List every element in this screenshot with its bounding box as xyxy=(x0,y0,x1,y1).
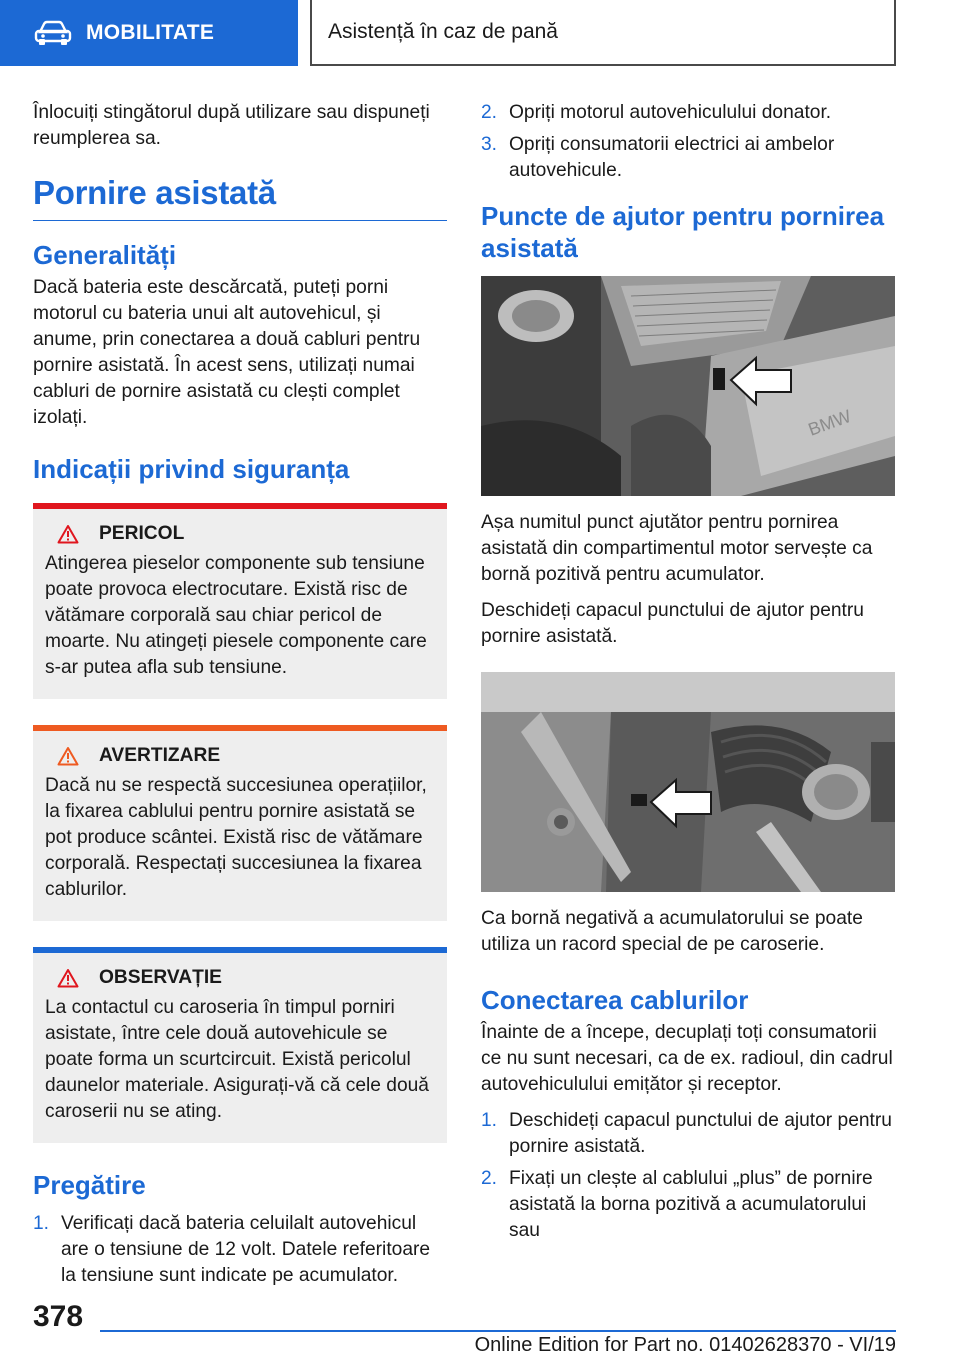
safety-heading: Indicații privind siguranța xyxy=(33,454,350,484)
footer-divider xyxy=(100,1330,896,1332)
general-paragraph: Dacă bateria este descărcată, puteți porni motorul cu bateria unui alt autovehicul, și anume, prin conectarea a două cabluri pentru pornire asistată. În acest sens, utilizați numai cabluri de pornire asistată cu clești complet izolați. xyxy=(33,277,421,428)
steps-top xyxy=(481,100,895,184)
points-heading: Puncte de ajutor pentru pornirea asistată xyxy=(481,201,885,263)
warning-label: AVERTIZARE xyxy=(99,745,221,766)
photo2-caption: Ca bornă negativă a acumulatorului se poate utiliza un racord special de pe caroserie. xyxy=(481,908,863,955)
page-number: 378 xyxy=(33,1300,84,1333)
danger-bar xyxy=(33,503,447,509)
prep-steps xyxy=(33,1211,447,1289)
notice-text: La contactul cu caroseria în timpul porniri asistate, între cele două autovehicule se poate forma un scurtcircuit. Există pericolul daunelor materiale. Asigurați-vă că cele două caroserii nu se ating. xyxy=(45,997,429,1122)
list-item: 2. Fixați un clește al cablului „plus” de pornire asistată la borna pozitivă a acumulatorului sau xyxy=(481,1168,873,1241)
notice-box xyxy=(33,947,447,1143)
connect-heading: Conectarea cablurilor xyxy=(481,985,749,1015)
connect-paragraph: Înainte de a începe, decuplați toți consumatorii ce nu sunt necesari, ca de ex. radioul, din cadrul autovehiculului emițător și receptor. xyxy=(481,1022,893,1095)
danger-text: Atingerea pieselor componente sub tensiune poate provoca electrocutare. Există risc de vătămare corporală sau chiar pericol de moarte. Nu atingeți piesele componente care s-ar putea afla sub tensiune. xyxy=(45,553,427,678)
warning-box xyxy=(33,725,447,921)
danger-label: PERICOL xyxy=(99,523,185,544)
list-item: 1. Verificați dacă bateria celuilalt autovehicul are o tensiune de 12 volt. Datele referitoare la tensiune sunt indicate pe acumulator. xyxy=(33,1213,431,1286)
chapter-tab[interactable] xyxy=(310,0,896,66)
list-item: 2. Opriți motorul autovehiculului donator. xyxy=(481,102,832,123)
notice-bar xyxy=(33,947,447,953)
prep-heading: Pregătire xyxy=(33,1170,146,1200)
general-heading: Generalități xyxy=(33,240,177,270)
car-icon xyxy=(34,20,72,46)
section-tab[interactable] xyxy=(0,0,298,66)
chapter-title: Asistență în caz de pană xyxy=(328,20,558,43)
intro-paragraph: Înlocuiți stingătorul după utilizare sau dispuneți reumplerea sa. xyxy=(33,102,430,149)
connect-steps xyxy=(481,1108,895,1244)
warning-triangle-icon xyxy=(57,524,79,544)
engine-bay-image xyxy=(481,672,895,892)
list-item: 1. Deschideți capacul punctului de ajutor pentru pornire asistată. xyxy=(481,1110,892,1157)
section-title: MOBILITATE xyxy=(86,21,215,44)
photo1-caption: Așa numitul punct ajutător pentru pornirea asistată din compartimentul motor servește ca bornă pozitivă pentru acumulator. xyxy=(481,512,873,585)
svg-text:BMW: BMW xyxy=(805,405,854,440)
notice-triangle-icon xyxy=(57,968,79,988)
engine-bay-image xyxy=(481,276,895,496)
engine-photo-positive xyxy=(481,276,895,496)
page-title: Pornire asistată xyxy=(33,174,447,221)
notice-label: OBSERVAȚIE xyxy=(99,967,222,988)
footer-edition: Online Edition for Part no. 01402628370 - VI/19 xyxy=(474,1334,896,1356)
warning-triangle-icon xyxy=(57,746,79,766)
photo1-text: Deschideți capacul punctului de ajutor pentru pornire asistată. xyxy=(481,600,864,647)
page-header xyxy=(0,0,960,66)
engine-photo-negative xyxy=(481,672,895,892)
left-column xyxy=(33,100,447,1295)
danger-box xyxy=(33,503,447,699)
warning-bar xyxy=(33,725,447,731)
right-column xyxy=(481,100,895,1250)
warning-text: Dacă nu se respectă succesiunea operațiilor, la fixarea cablului pentru pornire asistată se pot produce scântei. Există risc de vătămare corporală. Respectați succesiunea la fixarea cablurilor. xyxy=(45,775,427,900)
list-item: 3. Opriți consumatorii electrici ai ambelor autovehicule. xyxy=(481,134,835,181)
